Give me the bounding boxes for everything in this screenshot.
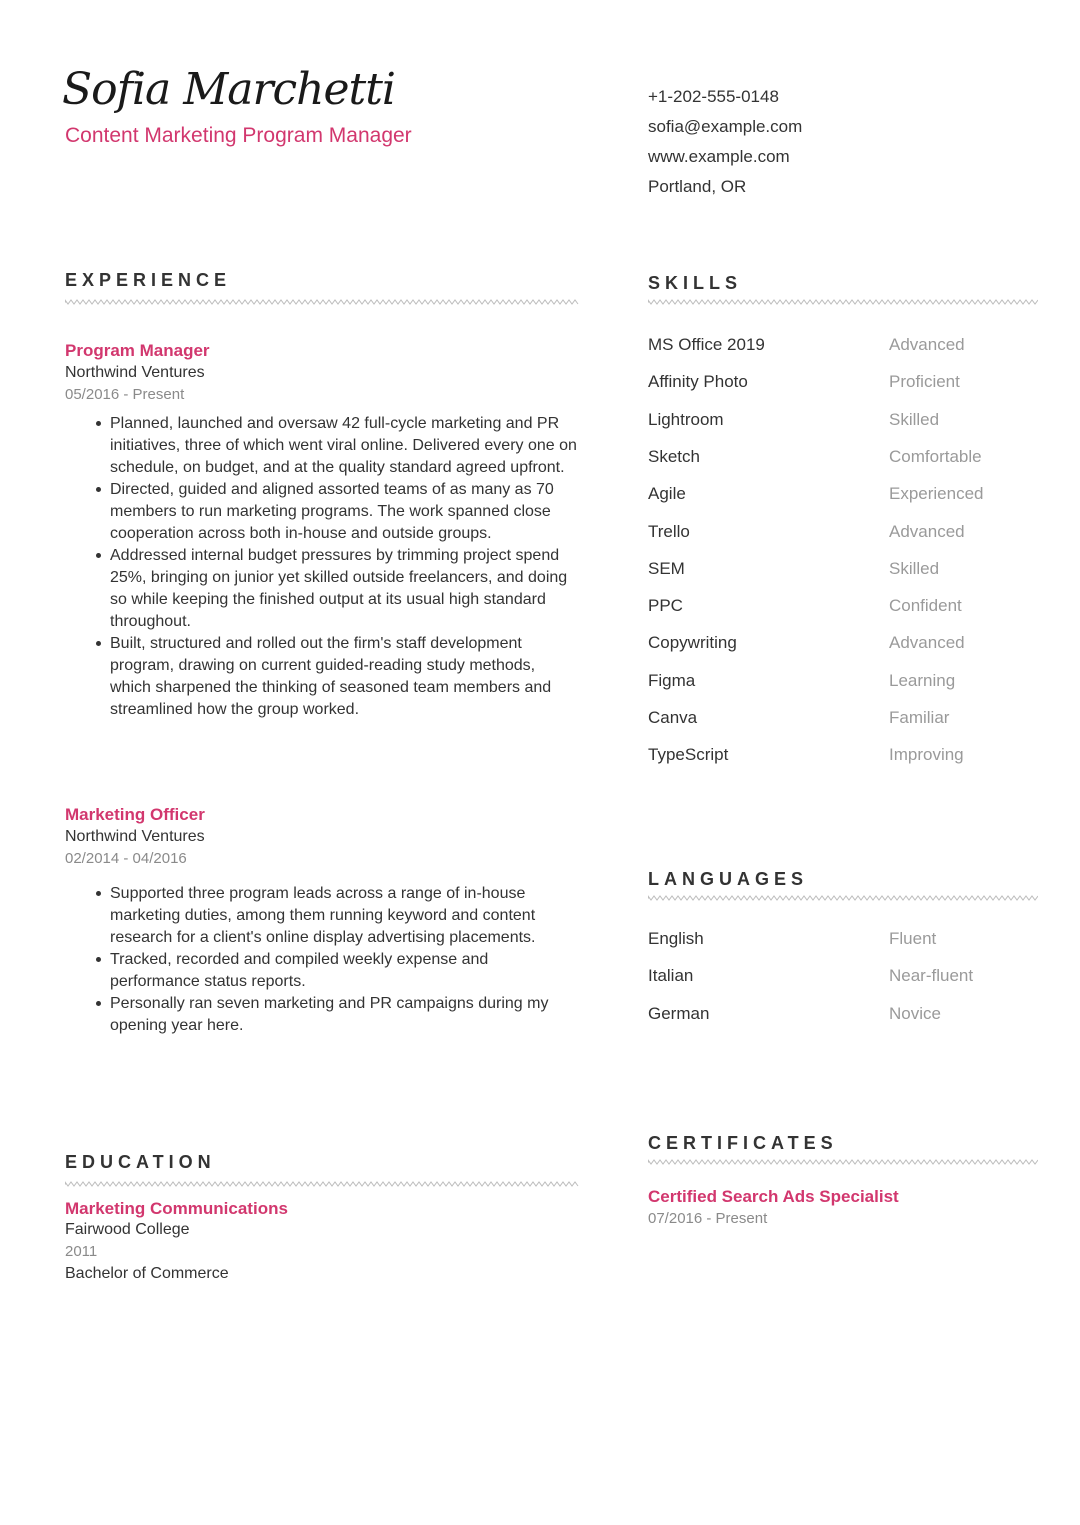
skill-row-name: Agile: [648, 484, 686, 504]
skill-row-level: Improving: [889, 745, 964, 765]
skill-row: [648, 559, 1038, 589]
language-row: [648, 929, 1038, 959]
job-bullets: [65, 413, 580, 721]
contact-website: www.example.com: [648, 147, 790, 166]
job-bullet: Built, structured and rolled out the firm's staff development program, drawing on current guided-reading study methods, which sharpened the thinking of seasoned team members and streamlined how the group worked.: [110, 633, 580, 721]
job-bullet: Supported three program leads across a range of in-house marketing duties, among them running keyword and content research for a client's online display advertising placements.: [110, 883, 580, 949]
skill-row-name: PPC: [648, 596, 683, 616]
contact-email: sofia@example.com: [648, 117, 803, 136]
job-company: Northwind Ventures: [65, 828, 205, 845]
language-row-level: Near-fluent: [889, 966, 974, 986]
certificate-entry: [648, 1187, 899, 1227]
skill-row-name: Canva: [648, 708, 698, 727]
skill-row-level: Experienced: [889, 484, 984, 504]
job-bullet: Tracked, recorded and compiled weekly expense and performance status reports.: [110, 949, 580, 993]
skill-row: [648, 522, 1038, 552]
education-heading: EDUCATION: [65, 1152, 216, 1172]
skill-row: [648, 484, 1038, 514]
skill-row-level: Skilled: [889, 409, 940, 429]
education-school: Fairwood College: [65, 1221, 190, 1238]
education-year: 2011: [65, 1243, 98, 1260]
skill-row: [648, 633, 1038, 663]
candidate-title: Content Marketing Program Manager: [65, 124, 412, 147]
language-row-level: Novice: [889, 1003, 941, 1023]
contact-block: [648, 82, 802, 202]
job-bullet: Directed, guided and aligned assorted teams of as many as 70 members to run marketing programs. The work spanned close cooperation across both in-house and outside groups.: [110, 479, 580, 545]
skill-row: [648, 410, 1038, 440]
skill-row-level: Familiar: [889, 708, 950, 727]
job-role: Marketing Officer: [65, 805, 205, 824]
job-bullets: [65, 883, 580, 1037]
job-company: Northwind Ventures: [65, 364, 205, 381]
skill-row: [648, 335, 1038, 365]
skill-row-level: Advanced: [889, 633, 965, 653]
skill-row: [648, 372, 1038, 402]
skill-row: [648, 671, 1038, 701]
skill-row-name: Sketch: [648, 446, 700, 466]
skill-row-level: Learning: [889, 670, 956, 690]
contact-phone: +1-202-555-0148: [648, 87, 779, 106]
skill-row-level: Advanced: [889, 521, 965, 541]
skill-row-level: Confident: [889, 596, 962, 616]
skill-row: [648, 447, 1038, 477]
skill-row: [648, 708, 1038, 738]
education-divider: [65, 1180, 580, 1188]
skill-row-name: Trello: [648, 521, 690, 541]
certificates-heading: CERTIFICATES: [648, 1133, 838, 1153]
education-program: Marketing Communications: [65, 1199, 288, 1218]
candidate-name: Sofia Marchetti: [62, 64, 395, 115]
skill-row-name: Lightroom: [648, 409, 724, 429]
job-role: Program Manager: [65, 341, 210, 360]
skill-row-name: Affinity Photo: [648, 372, 748, 392]
certificate-dates: 07/2016 - Present: [648, 1210, 768, 1227]
language-row-level: Fluent: [889, 929, 937, 948]
job-bullet: Personally ran seven marketing and PR campaigns during my opening year here.: [110, 993, 580, 1037]
education-degree: Bachelor of Commerce: [65, 1265, 229, 1282]
language-row-name: English: [648, 929, 704, 948]
skill-row-name: Figma: [648, 670, 696, 690]
job-dates: 05/2016 - Present: [65, 386, 185, 403]
language-row: [648, 1004, 1038, 1034]
certificates-divider: [648, 1158, 1038, 1166]
skill-row-name: TypeScript: [648, 745, 729, 765]
certificate-name: Certified Search Ads Specialist: [648, 1187, 899, 1206]
language-row: [648, 966, 1038, 996]
language-row-name: German: [648, 1003, 710, 1023]
languages-heading: LANGUAGES: [648, 869, 809, 889]
skill-row: [648, 596, 1038, 626]
experience-entry: [65, 804, 580, 1037]
languages-divider: [648, 894, 1038, 902]
experience-divider: [65, 298, 580, 306]
skills-divider: [648, 298, 1038, 306]
education-entry: [65, 1199, 580, 1285]
experience-entry: [65, 340, 580, 721]
skill-row-name: SEM: [648, 558, 685, 578]
experience-heading: EXPERIENCE: [65, 270, 232, 290]
skill-row: [648, 745, 1038, 775]
skill-row-level: Comfortable: [889, 446, 982, 466]
skill-row-name: MS Office 2019: [648, 335, 765, 354]
contact-location: Portland, OR: [648, 177, 747, 196]
skill-row-level: Advanced: [889, 335, 965, 354]
skill-row-level: Skilled: [889, 558, 940, 578]
job-bullet: Planned, launched and oversaw 42 full-cycle marketing and PR initiatives, three of which went viral online. Delivered every one on schedule, on budget, and at the quality standard agreed upfront.: [110, 413, 580, 479]
language-row-name: Italian: [648, 966, 694, 986]
job-dates: 02/2014 - 04/2016: [65, 850, 187, 867]
skill-row-level: Proficient: [889, 372, 960, 392]
job-bullet: Addressed internal budget pressures by trimming project spend 25%, bringing on junior yet skilled outside freelancers, and doing so while keeping the finished output at its usual high standard throughout.: [110, 545, 580, 633]
skills-heading: SKILLS: [648, 273, 743, 293]
skill-row-name: Copywriting: [648, 633, 737, 653]
